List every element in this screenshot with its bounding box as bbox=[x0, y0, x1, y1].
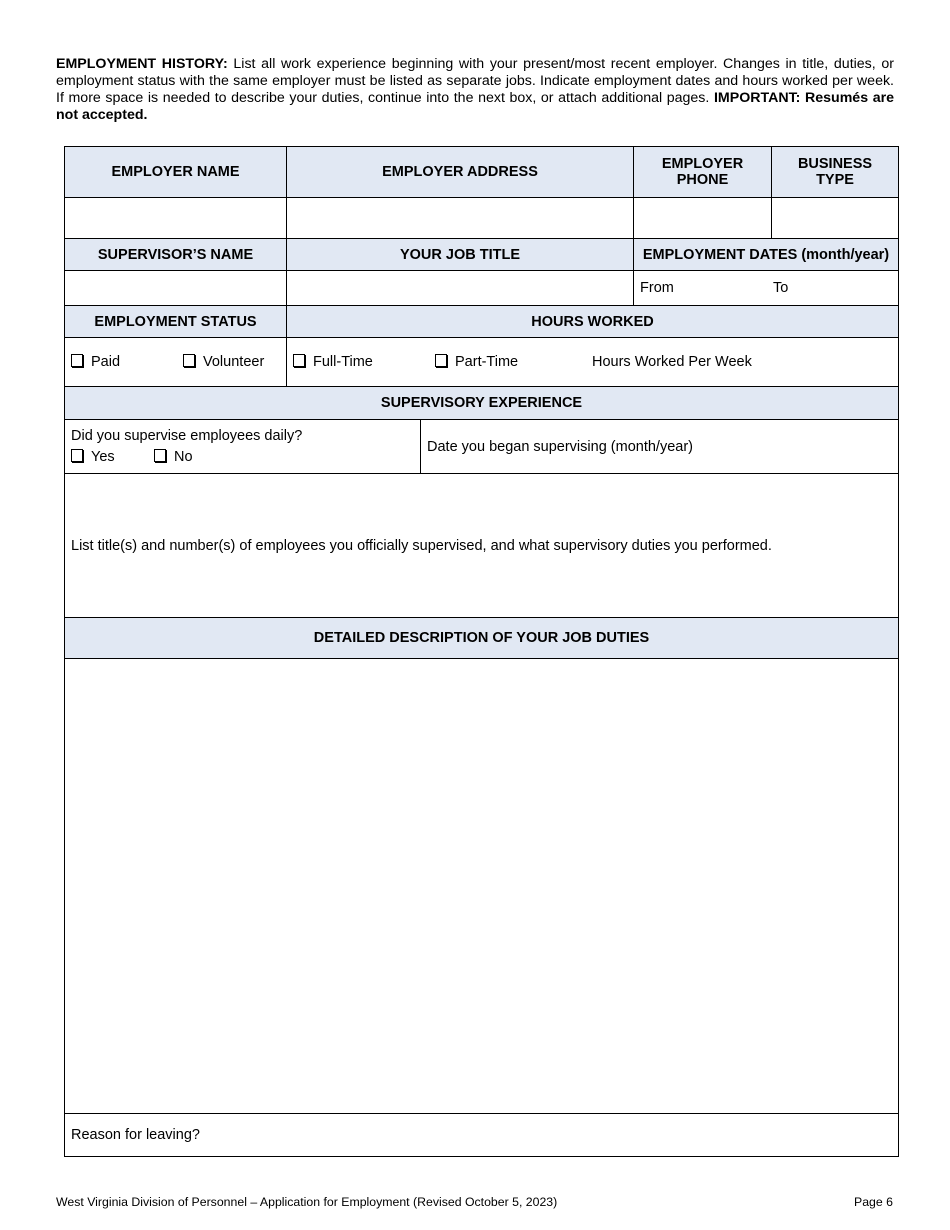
hours-worked-header: HOURS WORKED bbox=[287, 306, 899, 338]
employer-address-field[interactable] bbox=[287, 198, 634, 239]
part-time-option[interactable] bbox=[435, 354, 592, 370]
job-duties-header: DETAILED DESCRIPTION OF YOUR JOB DUTIES bbox=[65, 618, 899, 659]
supervised-employees-prompt: List title(s) and number(s) of employees you officially supervised, and what supervisory duties you performed. bbox=[71, 537, 772, 554]
employer-name-field[interactable] bbox=[65, 198, 287, 239]
footer-form-title: West Virginia Division of Personnel – Application for Employment (Revised October 5, 2023) bbox=[56, 1195, 558, 1209]
full-time-option[interactable] bbox=[293, 354, 435, 370]
supervise-no-option[interactable] bbox=[154, 447, 193, 468]
supervising-start-date-label: Date you began supervising (month/year) bbox=[427, 438, 693, 455]
employer-name-header: EMPLOYER NAME bbox=[65, 147, 287, 198]
supervise-no-label: No bbox=[174, 448, 193, 465]
employment-status-options bbox=[65, 338, 287, 387]
job-title-header: YOUR JOB TITLE bbox=[287, 239, 634, 271]
supervise-daily-question bbox=[65, 420, 421, 474]
paid-checkbox[interactable] bbox=[71, 354, 83, 367]
intro-body: List all work experience beginning with your present/most recent employer. Changes in title, duties, or employment status with the same employer must be listed as separate jobs. Indicate employment dates and hours worked per week. If more space is needed to describe your duties, continue into the next box, or attach additional pages. bbox=[56, 56, 895, 106]
full-time-label: Full-Time bbox=[313, 354, 373, 370]
part-time-label: Part-Time bbox=[455, 354, 519, 370]
employment-history-instructions bbox=[56, 56, 894, 124]
supervise-yes-option[interactable] bbox=[71, 447, 154, 468]
intro-important: IMPORTANT: Resumés are not accepted. bbox=[56, 90, 895, 123]
full-time-checkbox[interactable] bbox=[293, 354, 305, 367]
paid-label: Paid bbox=[91, 354, 121, 370]
hours-worked-options bbox=[287, 338, 899, 387]
business-type-header: BUSINESS TYPE bbox=[772, 147, 899, 198]
volunteer-label: Volunteer bbox=[203, 354, 265, 370]
job-duties-field[interactable] bbox=[65, 659, 899, 1114]
supervised-employees-field[interactable] bbox=[65, 474, 899, 618]
business-type-field[interactable] bbox=[772, 198, 899, 239]
date-to-label: To bbox=[773, 280, 789, 296]
supervise-yes-checkbox[interactable] bbox=[71, 449, 83, 462]
reason-for-leaving-field[interactable] bbox=[65, 1114, 899, 1157]
employment-status-header: EMPLOYMENT STATUS bbox=[65, 306, 287, 338]
hours-per-week-label: Hours Worked Per Week bbox=[592, 354, 752, 370]
volunteer-checkbox[interactable] bbox=[183, 354, 195, 367]
supervising-start-date-field[interactable] bbox=[421, 420, 899, 474]
part-time-checkbox[interactable] bbox=[435, 354, 447, 367]
supervisor-name-field[interactable] bbox=[65, 271, 287, 306]
page-number: Page 6 bbox=[854, 1195, 893, 1209]
supervisor-name-header: SUPERVISOR’S NAME bbox=[65, 239, 287, 271]
supervise-daily-label: Did you supervise employees daily? bbox=[71, 427, 303, 444]
employment-history-form bbox=[64, 146, 899, 1157]
intro-lead: EMPLOYMENT HISTORY: bbox=[56, 56, 228, 72]
employer-address-header: EMPLOYER ADDRESS bbox=[287, 147, 634, 198]
employment-dates-header: EMPLOYMENT DATES (month/year) bbox=[634, 239, 899, 271]
employment-dates-field[interactable] bbox=[634, 271, 899, 306]
job-title-field[interactable] bbox=[287, 271, 634, 306]
supervise-no-checkbox[interactable] bbox=[154, 449, 166, 462]
supervisory-experience-header: SUPERVISORY EXPERIENCE bbox=[65, 387, 899, 420]
employer-phone-header: EMPLOYER PHONE bbox=[634, 147, 772, 198]
reason-for-leaving-label: Reason for leaving? bbox=[71, 1127, 200, 1143]
date-from-label: From bbox=[640, 280, 674, 296]
employer-phone-field[interactable] bbox=[634, 198, 772, 239]
supervise-yes-label: Yes bbox=[91, 448, 115, 465]
paid-option[interactable] bbox=[71, 354, 183, 370]
volunteer-option[interactable] bbox=[183, 354, 264, 370]
